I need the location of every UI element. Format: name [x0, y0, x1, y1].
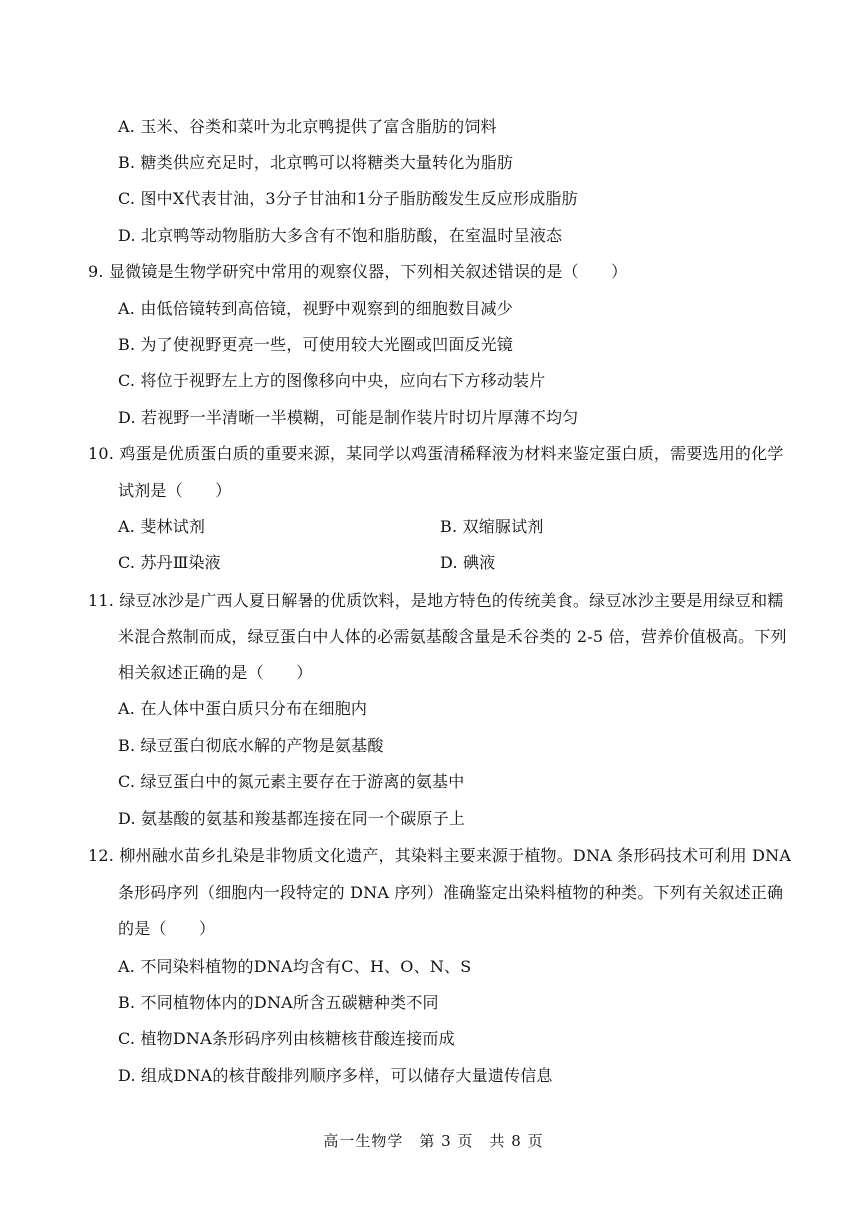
- q10-option-d: D. 碘液: [440, 553, 496, 572]
- q8-option-d: D. 北京鸭等动物脂肪大多含有不饱和脂肪酸，在室温时呈液态: [118, 226, 563, 245]
- q11-option-d: D. 氨基酸的氨基和羧基都连接在同一个碳原子上: [118, 809, 466, 828]
- q10-option-a: A. 斐林试剂: [118, 517, 206, 536]
- q9-option-c: C. 将位于视野左上方的图像移向中央，应向右下方移动装片: [118, 371, 546, 390]
- q12-option-d: D. 组成DNA的核苷酸排列顺序多样，可以储存大量遗传信息: [118, 1066, 553, 1085]
- q10-option-c: C. 苏丹Ⅲ染液: [118, 553, 221, 572]
- q9-option-b: B. 为了使视野更亮一些，可使用较大光圈或凹面反光镜: [118, 335, 514, 354]
- q12-stem-line1: 12. 柳州融水苗乡扎染是非物质文化遗产，其染料主要来源于植物。DNA 条形码技术可利用 DNA: [88, 846, 792, 865]
- q12-stem-line3: 的是（ ）: [118, 919, 216, 938]
- q10-stem-line2: 试剂是（ ）: [118, 481, 232, 500]
- q8-option-c: C. 图中X代表甘油，3分子甘油和1分子脂肪酸发生反应形成脂肪: [118, 189, 578, 208]
- q12-option-c: C. 植物DNA条形码序列由核糖核苷酸连接而成: [118, 1029, 455, 1048]
- q11-option-a: A. 在人体中蛋白质只分布在细胞内: [118, 699, 368, 718]
- q11-option-c: C. 绿豆蛋白中的氮元素主要存在于游离的氨基中: [118, 772, 465, 791]
- page-footer: 高一生物学 第 3 页 共 8 页: [323, 1132, 544, 1150]
- q11-option-b: B. 绿豆蛋白彻底水解的产物是氨基酸: [118, 736, 384, 755]
- q12-stem-line2: 条形码序列（细胞内一段特定的 DNA 序列）准确鉴定出染料植物的种类。下列有关叙述正确: [118, 883, 784, 902]
- q11-stem-line3: 相关叙述正确的是（ ）: [118, 663, 313, 682]
- q8-option-a: A. 玉米、谷类和菜叶为北京鸭提供了富含脂肪的饲料: [118, 117, 497, 136]
- q12-option-b: B. 不同植物体内的DNA所含五碳糖种类不同: [118, 993, 439, 1012]
- q12-option-a: A. 不同染料植物的DNA均含有C、H、O、N、S: [118, 957, 472, 976]
- q8-option-b: B. 糖类供应充足时，北京鸭可以将糖类大量转化为脂肪: [118, 153, 514, 172]
- q9-option-d: D. 若视野一半清晰一半模糊，可能是制作装片时切片厚薄不均匀: [118, 408, 579, 427]
- q9-option-a: A. 由低倍镜转到高倍镜，视野中观察到的细胞数目减少: [118, 299, 513, 318]
- q10-stem-line1: 10. 鸡蛋是优质蛋白质的重要来源，某同学以鸡蛋清稀释液为材料来鉴定蛋白质，需要选用的化学: [88, 444, 784, 463]
- q10-option-b: B. 双缩脲试剂: [440, 517, 544, 536]
- q11-stem-line2: 米混合熬制而成，绿豆蛋白中人体的必需氨基酸含量是禾谷类的 2-5 倍，营养价值极高。下列: [118, 627, 787, 646]
- q11-stem-line1: 11. 绿豆冰沙是广西人夏日解暑的优质饮料，是地方特色的传统美食。绿豆冰沙主要是用绿豆和糯: [88, 591, 784, 610]
- q9-stem: 9. 显微镜是生物学研究中常用的观察仪器，下列相关叙述错误的是（ ）: [88, 262, 628, 281]
